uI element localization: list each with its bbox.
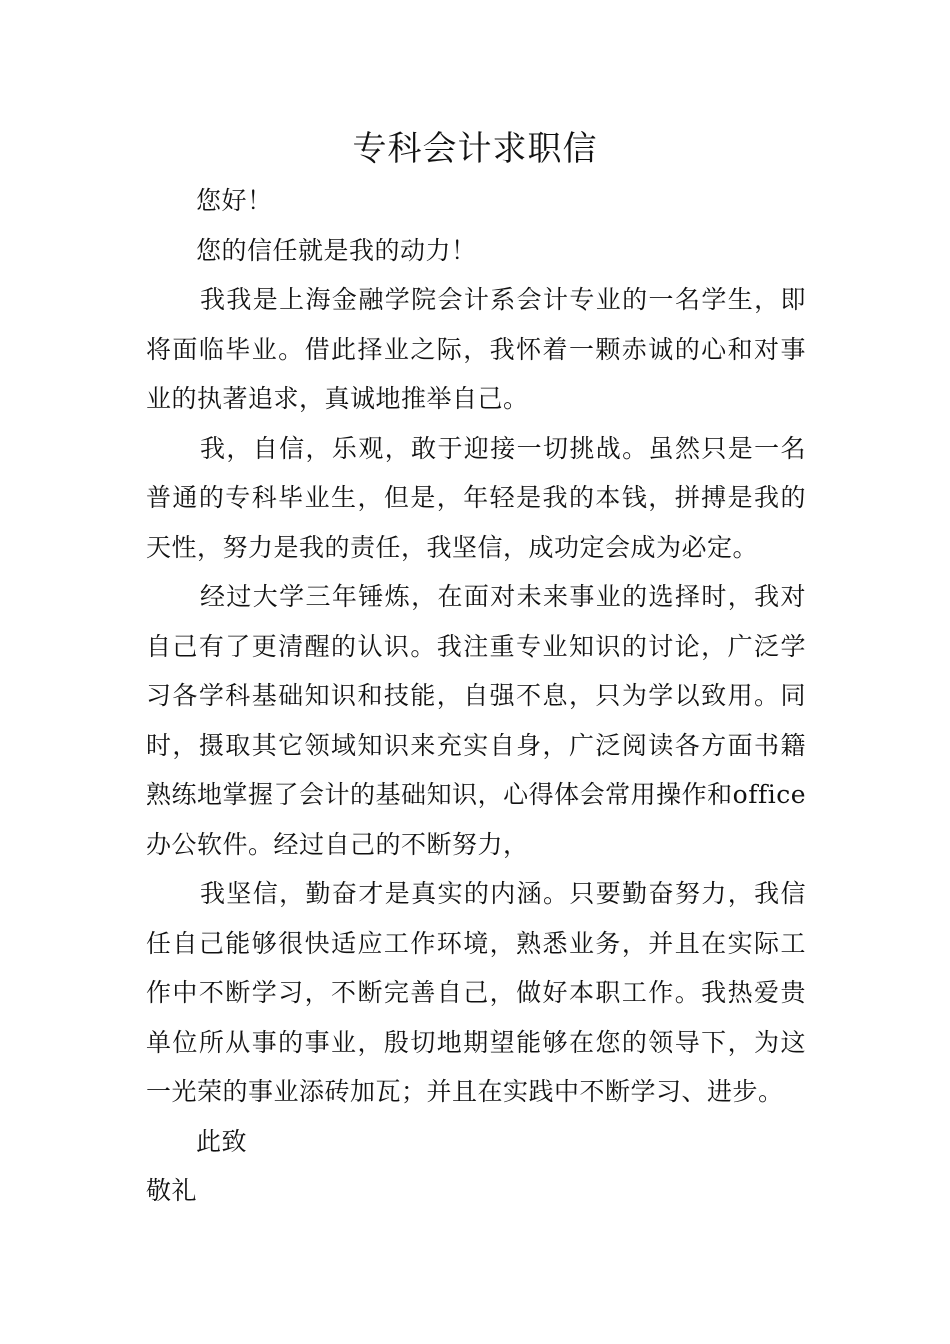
signoff-line: 敬礼 bbox=[146, 1176, 198, 1205]
paragraph-study: 经过大学三年锤炼，在面对未来事业的选择时，我对自己有了更清醒的认识。我注重专业知识的讨论，广泛学习各学科基础知识和技能，自强不息，只为学以致用。同时，摄取其它领域知识来充实自身，广泛阅读各方面书籍熟练地掌握了会计的基础知识，心得体会常用操作和office办公软件。经过自己的不断努力， bbox=[146, 582, 806, 859]
paragraph-intro: 我我是上海金融学院会计系会计专业的一名学生，即将面临毕业。借此择业之际，我怀着一颗赤诚的心和对事业的执著追求，真诚地推举自己。 bbox=[146, 285, 806, 413]
document-title: 专科会计求职信 bbox=[352, 129, 598, 169]
paragraph-confidence: 我，自信，乐观，敢于迎接一切挑战。虽然只是一名普通的专科毕业生，但是，年轻是我的本钱，拼搏是我的天性，努力是我的责任，我坚信，成功定会成为必定。 bbox=[146, 433, 806, 562]
paragraph-diligence: 我坚信，勤奋才是真实的内涵。只要勤奋努力，我信任自己能够很快适应工作环境，熟悉业务，并且在实际工作中不断学习，不断完善自己，做好本职工作。我热爱贵单位所从事的事业，殷切地期望能够在您的领导下，为这一光荣的事业添砖加瓦；并且在实践中不断学习、进步。 bbox=[146, 879, 806, 1106]
motto-line: 您的信任就是我的动力！ bbox=[196, 235, 477, 265]
letter-body bbox=[146, 176, 806, 1216]
greeting: 您好！ bbox=[196, 186, 273, 215]
closing-line: 此致 bbox=[196, 1126, 248, 1156]
